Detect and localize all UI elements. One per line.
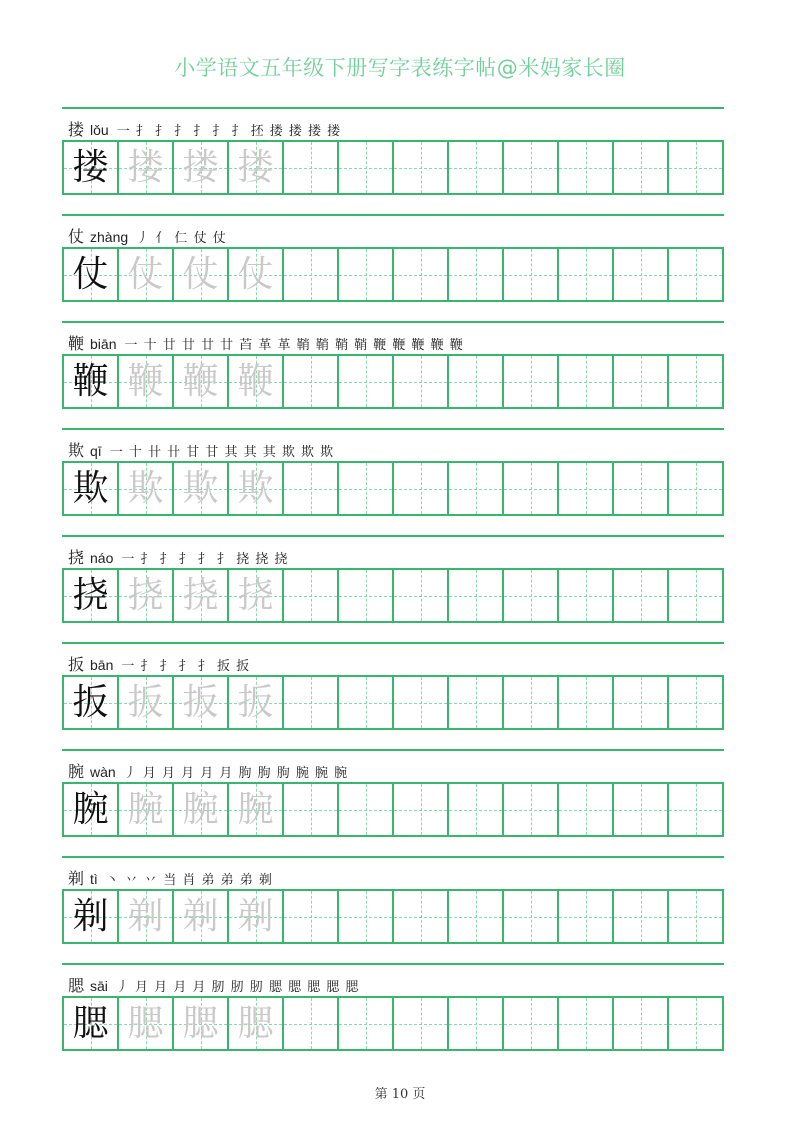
trace-cell: [119, 996, 174, 1051]
page-title: 小学语文五年级下册写字表练字帖@米妈家长圈: [174, 56, 626, 80]
writing-grid: [62, 889, 726, 944]
blank-cell: [284, 354, 339, 409]
pinyin: náo: [90, 550, 114, 566]
trace-character: 腮: [237, 1002, 274, 1044]
trace-character: 欺: [127, 467, 164, 509]
trace-character: 挠: [182, 574, 219, 616]
model-character: 腮: [72, 1002, 109, 1044]
trace-character: 鞭: [182, 360, 219, 402]
trace-cell: [119, 354, 174, 409]
blank-cell: [284, 675, 339, 730]
row-separator: [62, 642, 724, 644]
stroke-order: 丿 月 月 月 月 月 朐 朐 朐 腕 腕 腕: [123, 766, 349, 781]
writing-grid: [62, 247, 726, 302]
model-cell: [64, 675, 119, 730]
model-cell: [64, 996, 119, 1051]
row-separator: [62, 856, 724, 858]
pinyin: qī: [90, 443, 102, 459]
trace-character: 挠: [237, 574, 274, 616]
row-header: [68, 224, 227, 244]
row-header: [68, 652, 250, 672]
row-header: [68, 759, 348, 779]
writing-grid: [62, 568, 726, 623]
blank-cell: [504, 247, 559, 302]
blank-cell: [394, 568, 449, 623]
blank-cell: [339, 140, 394, 195]
header-character: 搂: [68, 120, 85, 139]
blank-cell: [614, 354, 669, 409]
blank-cell: [449, 675, 504, 730]
blank-cell: [449, 461, 504, 516]
trace-character: 剃: [182, 895, 219, 937]
trace-character: 鞭: [127, 360, 164, 402]
stroke-order: 丶 丷 丷 当 肖 弟 弟 弟 剃: [105, 873, 273, 888]
blank-cell: [669, 247, 724, 302]
pinyin: zhàng: [90, 229, 129, 245]
trace-character: 仗: [127, 253, 164, 295]
blank-cell: [669, 675, 724, 730]
model-cell: [64, 568, 119, 623]
trace-character: 仗: [182, 253, 219, 295]
blank-cell: [669, 354, 724, 409]
blank-cell: [339, 996, 394, 1051]
model-character: 剃: [72, 895, 109, 937]
row-separator: [62, 749, 724, 751]
blank-cell: [614, 782, 669, 837]
trace-character: 腮: [127, 1002, 164, 1044]
model-character: 扳: [72, 681, 109, 723]
trace-character: 仗: [237, 253, 274, 295]
row-separator: [62, 428, 724, 430]
trace-character: 腮: [182, 1002, 219, 1044]
trace-cell: [229, 140, 284, 195]
blank-cell: [339, 461, 394, 516]
blank-cell: [669, 782, 724, 837]
row-separator: [62, 535, 724, 537]
trace-cell: [229, 568, 284, 623]
trace-character: 扳: [182, 681, 219, 723]
blank-cell: [284, 461, 339, 516]
writing-grid: [62, 996, 726, 1051]
trace-cell: [174, 568, 229, 623]
writing-grid: [62, 461, 726, 516]
header-character: 腕: [68, 762, 85, 781]
blank-cell: [559, 996, 614, 1051]
blank-cell: [504, 568, 559, 623]
blank-cell: [394, 675, 449, 730]
trace-cell: [119, 782, 174, 837]
blank-cell: [504, 354, 559, 409]
blank-cell: [394, 996, 449, 1051]
trace-cell: [119, 140, 174, 195]
row-header: [68, 438, 334, 458]
stroke-order: 一 扌 扌 扌 扌 扌 扌 抷 搂 搂 搂 搂: [116, 124, 342, 139]
trace-cell: [229, 782, 284, 837]
blank-cell: [449, 996, 504, 1051]
trace-cell: [119, 889, 174, 944]
model-character: 仗: [72, 253, 109, 295]
blank-cell: [669, 996, 724, 1051]
trace-character: 腕: [127, 788, 164, 830]
blank-cell: [394, 782, 449, 837]
blank-cell: [614, 996, 669, 1051]
blank-cell: [559, 889, 614, 944]
stroke-order: 一 扌 扌 扌 扌 扌 挠 挠 挠: [121, 552, 289, 567]
blank-cell: [504, 140, 559, 195]
blank-cell: [449, 140, 504, 195]
blank-cell: [284, 996, 339, 1051]
trace-cell: [174, 461, 229, 516]
trace-cell: [174, 996, 229, 1051]
row-separator: [62, 321, 724, 323]
pinyin: bān: [90, 657, 114, 673]
pinyin: biān: [90, 336, 117, 352]
pinyin: sāi: [90, 978, 108, 994]
trace-character: 腕: [182, 788, 219, 830]
writing-grid: [62, 354, 726, 409]
blank-cell: [669, 461, 724, 516]
trace-character: 欺: [182, 467, 219, 509]
blank-cell: [559, 140, 614, 195]
blank-cell: [339, 354, 394, 409]
trace-cell: [119, 461, 174, 516]
blank-cell: [504, 461, 559, 516]
blank-cell: [394, 889, 449, 944]
blank-cell: [339, 247, 394, 302]
trace-character: 剃: [237, 895, 274, 937]
blank-cell: [559, 675, 614, 730]
trace-character: 搂: [237, 146, 274, 188]
blank-cell: [614, 247, 669, 302]
blank-cell: [614, 461, 669, 516]
blank-cell: [669, 889, 724, 944]
row-header: [68, 866, 273, 886]
trace-cell: [174, 675, 229, 730]
blank-cell: [339, 782, 394, 837]
blank-cell: [504, 996, 559, 1051]
blank-cell: [669, 568, 724, 623]
stroke-order: 丿 月 月 月 月 肕 肕 肕 腮 腮 腮 腮 腮: [115, 980, 360, 995]
blank-cell: [504, 889, 559, 944]
model-cell: [64, 889, 119, 944]
trace-character: 腕: [237, 788, 274, 830]
trace-cell: [229, 461, 284, 516]
trace-cell: [229, 675, 284, 730]
blank-cell: [284, 568, 339, 623]
model-cell: [64, 354, 119, 409]
trace-character: 鞭: [237, 360, 274, 402]
blank-cell: [614, 889, 669, 944]
blank-cell: [284, 889, 339, 944]
pinyin: lǒu: [90, 122, 109, 138]
header-character: 挠: [68, 548, 85, 567]
trace-cell: [229, 889, 284, 944]
blank-cell: [559, 782, 614, 837]
model-cell: [64, 782, 119, 837]
trace-cell: [119, 675, 174, 730]
trace-cell: [229, 354, 284, 409]
model-character: 鞭: [72, 360, 109, 402]
header-character: 仗: [68, 227, 85, 246]
row-header: [68, 545, 288, 565]
trace-character: 扳: [237, 681, 274, 723]
header-character: 欺: [68, 441, 85, 460]
trace-character: 扳: [127, 681, 164, 723]
row-separator: [62, 963, 724, 965]
model-character: 挠: [72, 574, 109, 616]
blank-cell: [394, 461, 449, 516]
blank-cell: [559, 568, 614, 623]
blank-cell: [394, 140, 449, 195]
header-character: 扳: [68, 655, 85, 674]
blank-cell: [449, 354, 504, 409]
row-separator: [62, 214, 724, 216]
model-cell: [64, 461, 119, 516]
trace-cell: [229, 996, 284, 1051]
blank-cell: [284, 782, 339, 837]
stroke-order: 一 十 卄 卄 甘 甘 其 其 其 欺 欺 欺: [109, 445, 335, 460]
model-cell: [64, 247, 119, 302]
blank-cell: [339, 889, 394, 944]
trace-character: 挠: [127, 574, 164, 616]
blank-cell: [559, 247, 614, 302]
blank-cell: [449, 782, 504, 837]
trace-character: 欺: [237, 467, 274, 509]
trace-cell: [174, 782, 229, 837]
blank-cell: [614, 140, 669, 195]
blank-cell: [449, 247, 504, 302]
blank-cell: [559, 354, 614, 409]
header-character: 腮: [68, 976, 85, 995]
blank-cell: [284, 140, 339, 195]
writing-grid: [62, 782, 726, 837]
pinyin: tì: [90, 871, 98, 887]
blank-cell: [339, 568, 394, 623]
stroke-order: 丿 亻 仁 仗 仗: [136, 231, 227, 246]
header-character: 鞭: [68, 334, 85, 353]
blank-cell: [669, 140, 724, 195]
model-character: 欺: [72, 467, 109, 509]
blank-cell: [394, 247, 449, 302]
row-header: [68, 117, 341, 137]
trace-character: 剃: [127, 895, 164, 937]
blank-cell: [504, 782, 559, 837]
stroke-order: 一 扌 扌 扌 扌 扳 扳: [121, 659, 251, 674]
row-separator: [62, 107, 724, 109]
blank-cell: [614, 568, 669, 623]
blank-cell: [449, 568, 504, 623]
trace-cell: [119, 247, 174, 302]
blank-cell: [284, 247, 339, 302]
blank-cell: [449, 889, 504, 944]
trace-cell: [229, 247, 284, 302]
writing-grid: [62, 140, 726, 195]
blank-cell: [339, 675, 394, 730]
pinyin: wàn: [90, 764, 116, 780]
blank-cell: [504, 675, 559, 730]
blank-cell: [394, 354, 449, 409]
row-header: [68, 331, 464, 351]
page-number: 第 10 页: [374, 1087, 426, 1102]
blank-cell: [614, 675, 669, 730]
trace-character: 搂: [127, 146, 164, 188]
model-character: 腕: [72, 788, 109, 830]
trace-cell: [174, 140, 229, 195]
trace-cell: [174, 354, 229, 409]
trace-cell: [174, 247, 229, 302]
row-header: [68, 973, 360, 993]
trace-cell: [174, 889, 229, 944]
stroke-order: 一 十 廿 廿 廿 廿 苩 革 革 鞘 鞘 鞘 鞘 鞭 鞭 鞭 鞭 鞭: [124, 338, 464, 353]
model-character: 搂: [72, 146, 109, 188]
model-cell: [64, 140, 119, 195]
trace-cell: [119, 568, 174, 623]
trace-character: 搂: [182, 146, 219, 188]
writing-grid: [62, 675, 726, 730]
header-character: 剃: [68, 869, 85, 888]
blank-cell: [559, 461, 614, 516]
